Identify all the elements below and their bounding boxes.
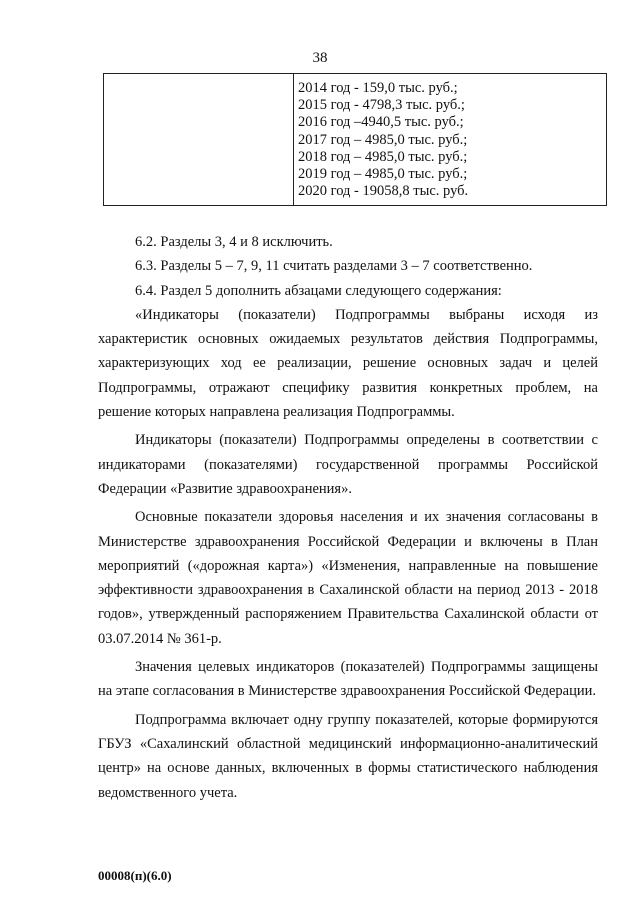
budget-line-2014: 2014 год - 159,0 тыс. руб.; bbox=[298, 80, 458, 96]
budget-line-2019: 2019 год – 4985,0 тыс. руб.; bbox=[298, 166, 468, 183]
budget-line-2016: 2016 год –4940,5 тыс. руб.; bbox=[298, 114, 464, 131]
paragraph-indicators-selection: «Индикаторы (показатели) Подпрограммы выбраны исходя из характеристик основных ожидаемых результатов действия Подпрограммы, характеризующих ход ее реализации, решение основных задач и целей Подпрограммы, отражают специфику развития конкретных проблем, на решение которых направлена реализация Подпрограммы. bbox=[98, 306, 598, 421]
budget-line-2020: 2020 год - 19058,8 тыс. руб. bbox=[298, 183, 469, 200]
paragraph-indicator-group: Подпрограмма включает одну группу показателей, которые формируются ГБУЗ «Сахалинский областной медицинский информационно-аналитический центр» на основе данных, включенных в формы статистического наблюдения ведомственного учета. bbox=[98, 711, 598, 801]
paragraph-6-3: 6.3. Разделы 5 – 7, 9, 11 считать разделами 3 – 7 соответственно. bbox=[135, 258, 533, 275]
paragraph-target-values: Значения целевых индикаторов (показателей) Подпрограммы защищены на этапе согласования в Министерстве здравоохранения Российской Федерации. bbox=[98, 659, 598, 700]
budget-table-values-cell bbox=[294, 74, 468, 205]
document-body bbox=[98, 230, 598, 805]
budget-table bbox=[103, 73, 607, 206]
budget-line-2015: 2015 год - 4798,3 тыс. руб.; bbox=[298, 97, 465, 114]
budget-line-2018: 2018 год – 4985,0 тыс. руб.; bbox=[298, 148, 468, 165]
paragraph-indicators-definition: Индикаторы (показатели) Подпрограммы определены в соответствии с индикаторами (показателями) государственной программы Российской Федерации «Развитие здравоохранения». bbox=[98, 432, 598, 497]
paragraph-health-indicators: Основные показатели здоровья населения и их значения согласованы в Министерстве здравоохранения Российской Федерации и включены в План мероприятий («дорожная карта») «Изменения, направленные на повышение эффективности здравоохранения в Сахалинской области на период 2013 - 2018 годов», утвержденный распоряжением Правительства Сахалинской области от 03.07.2014 № 361-р. bbox=[98, 509, 598, 647]
paragraph-6-4: 6.4. Раздел 5 дополнить абзацами следующего содержания: bbox=[135, 282, 502, 299]
paragraph-6-2: 6.2. Разделы 3, 4 и 8 исключить. bbox=[135, 234, 333, 250]
page-number: 38 bbox=[312, 50, 328, 66]
budget-line-2017: 2017 год – 4985,0 тыс. руб.; bbox=[298, 131, 468, 148]
footer-document-code: 00008(п)(6.0) bbox=[98, 868, 172, 883]
budget-table-empty-cell bbox=[104, 74, 294, 205]
